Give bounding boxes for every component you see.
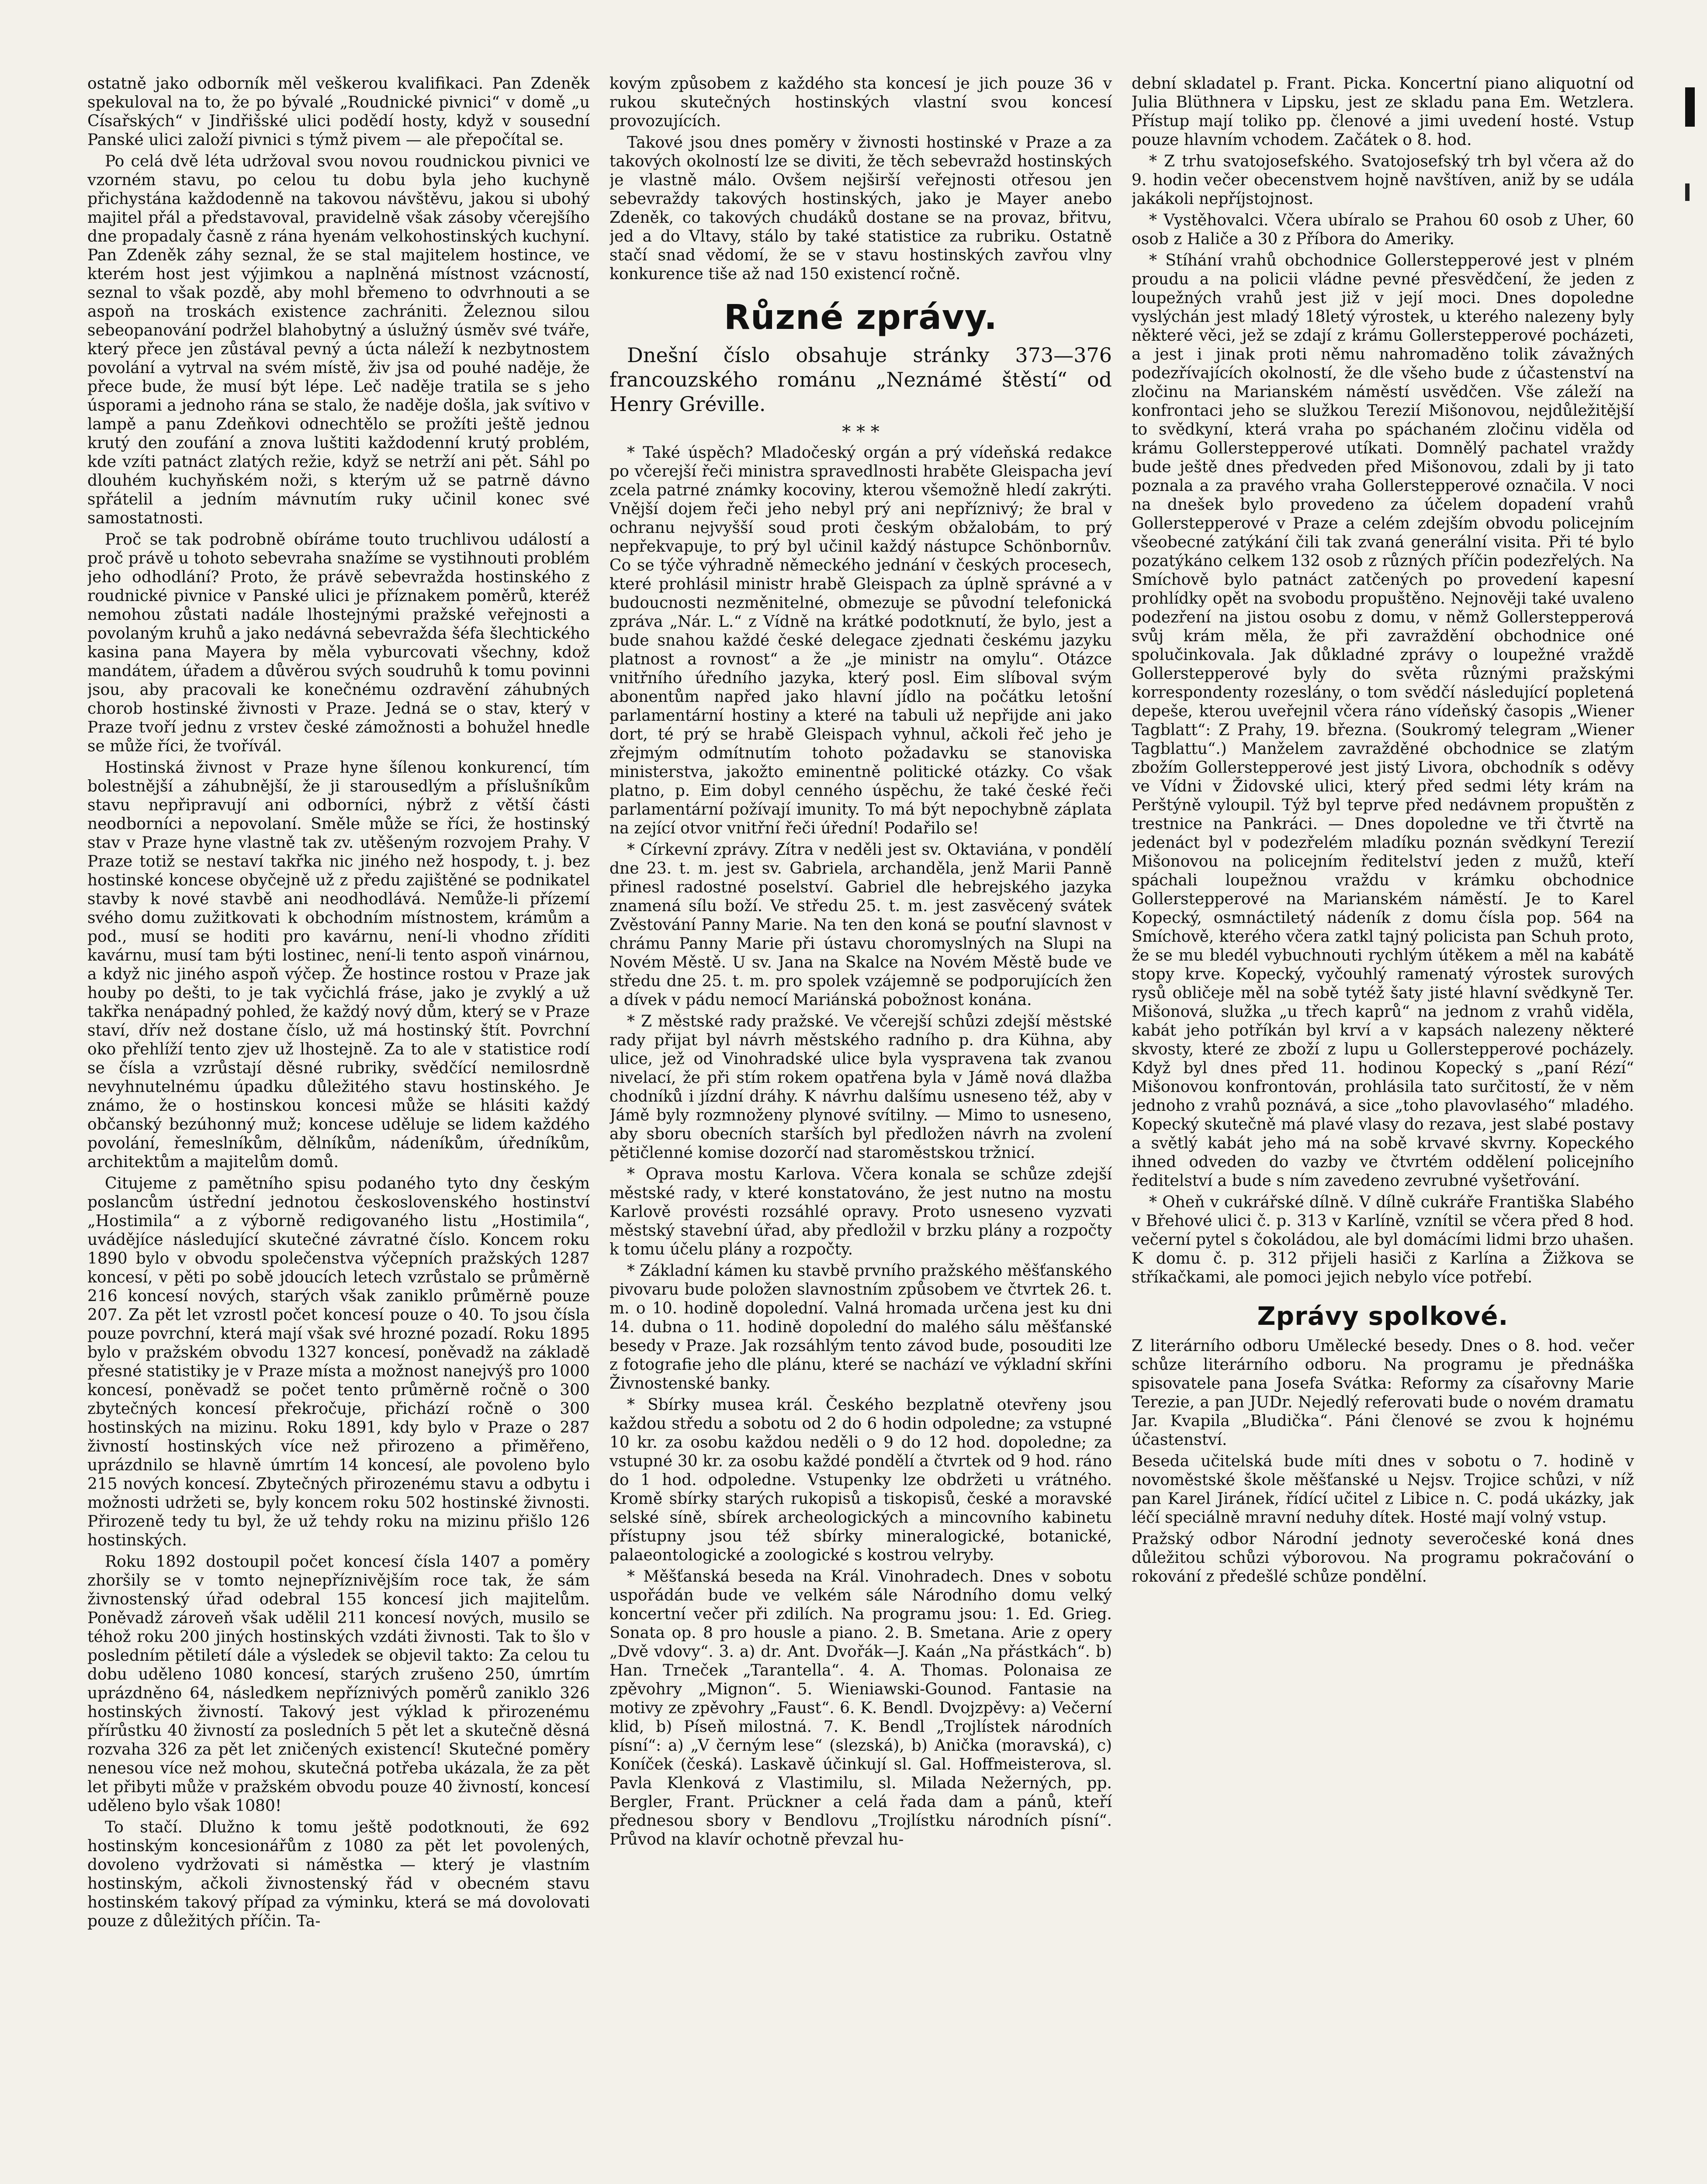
section-title-ruzne-zpravy: Různé zprávy. — [724, 298, 998, 337]
news-item: * Církevní zprávy. Zítra v neděli jest sv. Oktaviána, v pondělí dne 23. t. m. jest sv. Gabriela, archanděla, jenž Marii Panně přinesl radostné poselství. Gabriel dle hebrejského jazyka znamená sílu boží. Ve středu 25. t. m. jest zasvěcený svátek Zvěstování Panny Marie. Na ten den koná se pouťní slavnost v chrámu Panny Marie při ústavu choromyslných na Slupi na Novém Městě. U sv. Jana na Skalce na Novém Městě bude ve středu dne 25. t. m. pro spolek vzájemně se podporujících žen a dívek v pádu nemocí Mariánská pobožnost konána. — [609, 841, 1112, 1009]
news-item: * Základní kámen ku stavbě prvního pražského měšťanského pivovaru bude položen slavnostním způsobem ve čtvrtek 26. t. m. o 10. hodině dopolední. Valná hromada určena jest ku dni 14. dubna o 11. hodině dopolední do malého sálu měšťanské besedy v Praze. Jak rozsáhlým tento závod bude, posouditi lze z fotografie jeho dle plánu, které se nachází ve výkladní skříni Živnostenské banky. — [609, 1262, 1112, 1393]
news-item: dební skladatel p. Frant. Picka. Koncertní piano aliquotní od Julia Blüthnera v Lipsku, jest ze skladu pana Em. Wetzlera. Přístup mají toliko pp. členové a jimi uvedení hosté. Vstup pouze hlavním vchodem. Začátek o 8. hod. — [1132, 75, 1634, 149]
article-paragraph: Proč se tak podrobně obíráme touto truchlivou událostí a proč právě u tohoto sebevraha snažíme se vystihnouti problém jeho odhodlání? Proto, že právě sebevražda hostinského z roudnické pivnice v Panské ulici je příznakem poměrů, kteréž nemohou zůstati nadále lhostejnými pražské veřejnosti a povolaným kruhů a jako nedávná sebevražda šéfa šlechtického kasina pana Mayera by měla vyburcovati všechny, kdož mandátem, úřadem a důvěrou svých soudruhů k tomu povinni jsou, aby pracovali ke konečnému ozdravění záhubných chorob hostinské živnosti v Praze. Jedná se o stav, který v Praze tvoří jednu z vrstev české zámožnosti a bohužel hnedle se může říci, že tvořívál. — [87, 531, 590, 755]
newspaper-columns — [87, 74, 1634, 2184]
article-paragraph: Hostinská živnost v Praze hyne šílenou konkurencí, tím bolestnější a záhubnější, že ji starousedlým a příslušníkům stavu nepřipravují ani odborníci, nýbrž z větší části neodborníci a nepovolaní. Směle může se říci, že hostinský stav v Praze hyne vlastně tak zv. utěšeným rozvojem Prahy. V Praze totiž se nestaví takřka nic jiného než hospody, t. j. bez hostinské koncese obyčejně už z předu zajištěné se podnikatel stavby k nové stavbě ani neodhodlává. Nemůže-li přízemí svého domu zužitkovati k obchodním místnostem, krámům a pod., musí se hoditi pro kavárnu, není-li vhodno zříditi kavárnu, musí tam býti lostinec, není-li tento aspoň vinárnou, a když nic jiného aspoň výčep. Že hostince rostou v Praze jak houby po dešti, to je tak vyčichlá fráse, jako je zvyklý a už takřka nenápadný pohled, že každý nový dům, který se v Praze staví, dřív než dostane číslo, už má hostinský štít. Povrchní oko přehlíží tento zjev už lhostejně. Za to ale v statistice rodí se čísla a vzrůstají děsné rubriky, svědčící nemilosrdně nevyhnutelnému úpadku důležitého stavu hostinského. Je známo, že o hostinskou koncesi může se hlásiti každý občanský bezúhonný muž; koncese uděluje se lidem každého povolání, řemeslníkům, dělníkům, nádeníkům, úředníkům, architektům a majitelům domů. — [87, 759, 590, 1171]
page-edge-mark — [1685, 87, 1695, 127]
news-item: * Sbírky musea král. Českého bezplatně otevřeny jsou každou středu a sobotu od 2 do 6 hodin odpoledne; za vstupné 10 kr. za osobu každou neděli o 9 do 12 hod. dopoledne; za vstupné 30 kr. za osobu každé pondělí a čtvrtek od 9 hod. ráno do 1 hod. odpoledne. Vstupenky lze obdržeti u vrátného. Kromě sbírky starých rukopisů a tiskopisů, české a moravské selské síně, sbírek archeologických a mincovního kabinetu přístupny jsou též sbírky mineralogické, botanické, palaeontologické a zoologické s kostrou velryby. — [609, 1396, 1112, 1564]
news-item: * Stíhání vrahů obchodnice Gollerstepperové jest v plném proudu a na policii vládne pevné přesvědčení, že jeden z loupežných vrahů jest již v její moci. Dnes dopoledne vyslýchán jest mladý 18letý výrostek, u kterého nalezeny byly některé věci, jež se zdají z krámu Gollerstepperové pocházeti, a jest i jinak proti němu nahromaděno tolik závažných podezřívajících okolností, že dle všeho bude z účastenství na zločinu na Marianském náměstí usvědčen. Vše záleží na konfrontaci jeho se služkou Terezií Mišonovou, nejdůležitější to svědkyní, která vraha po spáchaném zločinu viděla od krámu Gollerstepperové utíkati. Domnělý pachatel vraždy bude ještě dnes předveden před Mišonovou, zdali by ji tato poznala a za pravého vraha Gollerstepperové označila. V noci na dnešek bylo provedeno za účelem dopadení vrahů Gollerstepperové v Praze a celém zdejším obvodu policejním všeobecné zatýkání čili tak zvaná generální visita. Při té bylo pozatýkáno celkem 132 osob z různých příčin podezřelých. Na Smíchově bylo patnáct zatčených po provedení kapesní prohlídky opět na svobodu propuštěno. Nejnověji také uvaleno podezření na jistou osobu z domu, v němž Gollerstepperová svůj krám měla, že při zavraždění obchodnice oné spolučinkovala. Jak důkladné zprávy o loupežné vraždě Gollerstepperové byly do světa různými pražskými korrespondenty rozeslány, o tom svědčí následující popletená depeše, kterou uveřejnil včera ráno vídeňský časopis „Wiener Tagblatt“: Z Prahy, 19. března. (Soukromý telegram „Wiener Tagblattu“.) Manželem zavražděné obchodnice se zlatým zbožím Gollerstepperové jest jistý Livora, obchodník s oděvy ve Vídni v Židovské ulici, který před sedmi léty krám na Perštýně vyloupil. Týž byl teprve před nedávnem propuštěn z trestnice na Pankráci. — Dnes dopoledne ve tři čtvrtě na jedenáct byl v podezřelém mladíku poznán svědkyní Terezií Mišonovou na policejním ředitelství jeden z mužů, kteří spáchali loupežnou vraždu v krámku obchodnice Gollerstepperové na Marianském náměstí. Je to Karel Kopecký, osmnáctiletý nádeník z domu čísla pop. 564 na Smíchově, kterého včera zatkl tajný policista pan Schuh proto, že se mu bledél vybuchnouti rychlým útěkem a měl na kabátě stopy krve. Kopecký, vyčouhlý ramenatý výrostek surových rysů obličeje měl na sobě tytéž šaty jisté hlavní svědkyně Ter. Mišonová, služka „u třech kaprů“ na jednom z vrahů viděla, kabát jeho potříkán byl krví a v kapsách nalezeny některé skvosty, které ze zboží z lupu u Gollerstepperové pocházely. Když byl dnes před 11. hodinou Kopecký s „paní Rézí“ Mišonovou konfrontován, prohlásila tato surčitostí, že v něm jednoho z vrahů poznává, a sice „toho plavovlasého“ mladého. Kopecký skutečně má plavé vlasy do rezava, jest slabé postavy a světlý kabát jeho má na sobě krvavé skvrny. Kopeckého ihned odveden do vazby ve čtvrtém oddělení policejního ředitelství a bude s ním zavedeno zevrubné vyšetřování. — [1132, 252, 1634, 1190]
column-3 — [1132, 74, 1634, 2184]
article-paragraph: To stačí. Dlužno k tomu ještě podotknouti, že 692 hostinským koncesionářům z 1080 za pět let povolených, dovoleno vydržovati si náměstka — který je vlastním hostinským, ačkoli živnostenský řád v obecném stavu hostinském takový případ za výminku, která se má dovolovati pouze z důležitých příčin. Ta- — [87, 1818, 590, 1930]
news-item: * Z trhu svatojosefského. Svatojosefský trh byl včera až do 9. hodin večer obecenstvem hojně navštíven, aniž by se udála jakákoli nepříjstojnost. — [1132, 152, 1634, 208]
separator-stars: * * * — [842, 422, 879, 442]
club-news-item: Beseda učitelská bude míti dnes v sobotu o 7. hodině v novoměstské škole měšťanské u Nejsv. Trojice schůzi, v níž pan Karel Jiránek, řídící učitel z Libice n. C. podá ukázky, jak léčí speciálně mravní neduhy dítek. Hosté mají volný vstup. — [1132, 1452, 1634, 1527]
column-1 — [87, 74, 590, 2184]
news-item: * Také úspěch? Mladočeský orgán a prý vídeňská redakce po včerejší řeči ministra spravedlnosti hraběte Gleispacha jeví zcela patrné známky kocoviny, kterou všemožně hledí zakrýti. Vnější dojem řeči jeho nebyl prý ani nepříznivý; že bral v ochranu nejvyšší soud proti českým obžalobám, to prý nepřekvapuje, to prý byl učinil každý nástupce Schönbornův. Co se týče výhradně německého jednání v českých procesech, které prohlásil ministr hrabě Gleispach za úplně správné a v budoucnosti nezměnitelné, obmezuje se původní telefonická zpráva „Nár. L.“ z Vídně na krátké podotknutí, že bylo, jest a bude snahou každé české delegace zjednati českému jazyku platnost a rovnost“ a že „je ministr na omylu“. Otázce vnitřního úředního jazyka, který posl. Eim slíboval svým abonentům napřed jako hlavní jídlo na počátku letošní parlamentární hostiny a které na tabuli už nepřijde ani jako dort, té prý se hrabě Gleispach vyhnul, ačkoli řeč jeho je zřejmým odmítnutím tohoto požadavku se stanoviska ministerstva, jakožto eminentně politické otázky. Co však platno, p. Eim dobyl cenného úspěchu, že také české řeči parlamentární požívají imunity. To má být nepochybně záplata na zející otvor vnitřní řeči úřední! Podařilo se! — [609, 444, 1112, 837]
article-paragraph: Takové jsou dnes poměry v živnosti hostinské v Praze a za takových okolností lze se diviti, že těch sebevražd hostinských je vlastně málo. Ovšem nejširší veřejnosti otřesou jen sebevraždy takových hostinských, jako je Mayer anebo Zdeněk, co takových chudáků dostane se na provaz, břitvu, jed a do Vltavy, stálo by také statistice za rubriku. Ostatně stačí snad vědomí, že se v stavu hostinských zavřou vlny konkurence tiše až nad 150 existencí ročně. — [609, 134, 1112, 283]
article-paragraph: ostatně jako odborník měl veškerou kvalifikaci. Pan Zdeněk spekuloval na to, že po bývalé „Roudnické pivnici“ v domě „u Císařských“ v Jindřišské ulici podědí hosty, když v sousední Panské ulici založí pivnici s týmž pivem — ale přepočítal se. — [87, 75, 590, 149]
article-paragraph: Po celá dvě léta udržoval svou novou roudnickou pivnici ve vzorném stavu, po celou tu dobu byla jeho kuchyně přichystána každodenně na takovou návštěvu, jakou si ubohý majitel přál a představoval, pravidelně však zásoby včerejšího dne propadaly časně z rána hyenám velkohostinských kuchyní. Pan Zdeněk záhy seznal, že se stal majitelem hostince, ve kterém host jest výjimkou a naplněná místnost vzácností, seznal to však pozdě, aby mohl břemeno to odvrhnouti a se aspoň na troskách existence zachrániti. Železnou silou sebeopanování podržel blahobytný a úslužný úsměv své tváře, který přece jen zůstával pevný a úcta náleží k nezbytnostem povolání a vytrval na svém místě, živ jsa od pouhé naděje, že přece bude, že musí být lépe. Leč naděje tratila se s jeho úsporami a jednoho rána se stalo, že naděje došla, jak svítivo v lampě a panu Zdeňkovi odnechtělo se prožíti ještě jednou krutý den zoufání a znova luštiti každodenní krutý problém, kde vzíti patnáct zlatých režie, když se netrží ani pět. Sáhl po dlouhém kuchyňském noži, s kterým už se patrně dávno spřátelil a jedním mávnutím ruky učinil konec své samostatnosti. — [87, 152, 590, 527]
article-paragraph: Roku 1892 dostoupil počet koncesí čísla 1407 a poměry zhoršily se v tomto nejnepříznivějším roce tak, že sám živnostenský úřad odebral 155 koncesí jich majitelům. Poněvadž zároveň však udělil 211 koncesí nových, musilo se téhož roku 200 jiných hostinských vzdáti živnosti. Tak to šlo v posledním pětiletí dále a výsledek se objevil takto: Za celou tu dobu uděleno 1080 koncesí, starých zrušeno 250, úmrtím uprázdněno 64, následkem nepříznivých poměrů zaniklo 326 hostinských živností. Takový jest výklad k přirozenému přírůstku 40 živností za posledních 5 pět let a skutečně děsná rozvaha 326 za pět let zničených existencí! Skutečné poměry nenesou více než mohou, skutečná potřeba ukázala, že za pět let přibyti může v pražském obvodu pouze 40 živností, koncesí uděleno bylo však 1080! — [87, 1553, 590, 1815]
column-2 — [609, 74, 1112, 2184]
news-item: * Měšťanská beseda na Král. Vinohradech. Dnes v sobotu uspořádán bude ve velkém sále Národního domu velký koncertní večer při zdilích. Na programu jsou: 1. Ed. Grieg. Sonata op. 8 pro housle a piano. 2. B. Smetana. Arie z opery „Dvě vdovy“. 3. a) dr. Ant. Dvořák—J. Kaán „Na přástkách“. b) Han. Trneček „Tarantella“. 4. A. Thomas. Polonaisa ze zpěvohry „Mignon“. 5. Wieniawski-Gounod. Fantasie na motivy ze zpěvohry „Faust“. 6. K. Bendl. Dvojzpěvy: a) Večerní klid, b) Píseň milostná. 7. K. Bendl „Trojlístek národních písní“: a) „V černým lese“ (slezská), b) Anička (moravská), c) Koníček (česká). Laskavě účinkují sl. Gal. Hoffmeisterova, sl. Pavla Klenková z Vlastimilu, sl. Milada Nežerných, pp. Bergler, Frant. Prückner a celá řada dam a pánů, kteří přednesou sbory v Bendlovu „Trojlístku národních písní“. Průvod na klavír ochotně převzal hu- — [609, 1568, 1112, 1849]
club-news-item: Z literárního odboru Umělecké besedy. Dnes o 8. hod. večer schůze literárního odboru. Na programu je přednáška spisovatele pana Josefa Svátka: Reformy za císařovny Marie Terezie, a pan JUDr. Nejedlý referovati bude o novém dramatu Jar. Kvapila „Bludička“. Páni členové se zvou k hojnému účastenství. — [1132, 1337, 1634, 1449]
section-title-zpravy-spolkove: Zprávy spolkové. — [1257, 1301, 1509, 1331]
news-item: * Z městské rady pražské. Ve včerejší schůzi zdejší městské rady přijat byl návrh městského radního p. dra Kühna, aby ulice, jež od Vinohradské ulice byla vyspravena tak zvanou nivelací, že při stím rokem opatřena byla v Jámě nová dlažba chodníků i jízdní dráhy. K návrhu dalšímu usneseno též, aby v Jámě byly rozmnoženy plynové svítilny. — Mimo to usneseno, aby sboru obecních starších byl předložen návrh na zvolení pětičlenné komise dozorčí nad staroměstskou tržnicí. — [609, 1013, 1112, 1162]
section-intro: Dnešní číslo obsahuje stránky 373—376 francouzského románu „Neznámé štěstí“ od Henry Gréville. — [609, 343, 1112, 416]
news-item: * Oprava mostu Karlova. Včera konala se schůze zdejší městské rady, v které konstatováno, že jest nutno na mostu Karlově provésti rozsáhlé opravy. Proto usneseno vyzvati městský stavební úřad, aby předložil v brzku plány a rozpočty k tomu účelu plány a rozpočty. — [609, 1165, 1112, 1258]
article-paragraph: Citujeme z pamětního spisu podaného tyto dny českým poslancům ústřední jednotou československého hostinství „Hostimila“ a z výborně redigovaného listu „Hostimila“, uvádějíce následující skutečné závratné číslo. Koncem roku 1890 bylo v obvodu společenstva výčepních pražských 1287 koncesí, v pěti po sobě jdoucích letech vzrůstalo se průměrně 216 koncesí nových, starých však zaniklo průměrně pouze 207. Za pět let vzrostl počet koncesí pouze o 40. To jsou čísla pouze povrchní, která mají však své hrozné pozadí. Roku 1895 bylo v pražském obvodu 1327 koncesí, poněvadž na základě přesné statistiky je v Praze místa a možnost nanejvýš pro 1000 koncesí, poněvadž se počet tento průměrně ročně o 300 zbytečných koncesí překročuje, přichází ročně o 300 hostinských na mizinu. Roku 1891, kdy bylo v Praze o 287 živností hostinských více než přirozeno a přiměřeno, uprázdnilo se hlavně úmrtím 14 koncesí, ale povoleno bylo 215 nových koncesí. Zbytečných přirozenému stavu a odbytu i možnosti udržeti se, byly koncem roku 502 hostinské živnosti. Přirozeně tedy tu byl, že už tehdy roku na mizinu přišlo 126 hostinských. — [87, 1175, 590, 1549]
news-item: * Oheň v cukrářské dílně. V dílně cukráře Františka Slabého v Břehové ulici č. p. 313 v Karlíně, vznítil se včera před 8 hod. večerní pytel s čokoládou, ale byl domácími lidmi brzo uhašen. K domu č. p. 312 přijeli hasiči z Karlína a Žižkova se stříkačkami, ale pomoci jejich nebylo více potřebí. — [1132, 1193, 1634, 1286]
page-edge-mark — [1685, 183, 1690, 201]
club-news-item: Pražský odbor Národní jednoty severočeské koná dnes důležitou schůzi výborovou. Na programu pokračování o rokování z předešlé schůze pondělní. — [1132, 1530, 1634, 1586]
article-paragraph: kovým způsobem z každého sta koncesí je jich pouze 36 v rukou skutečných hostinských vlastní svou koncesí provozujících. — [609, 75, 1112, 130]
news-item: * Vystěhovalci. Včera ubíralo se Prahou 60 osob z Uher, 60 osob z Haliče a 30 z Příbora do Ameriky. — [1132, 211, 1634, 248]
